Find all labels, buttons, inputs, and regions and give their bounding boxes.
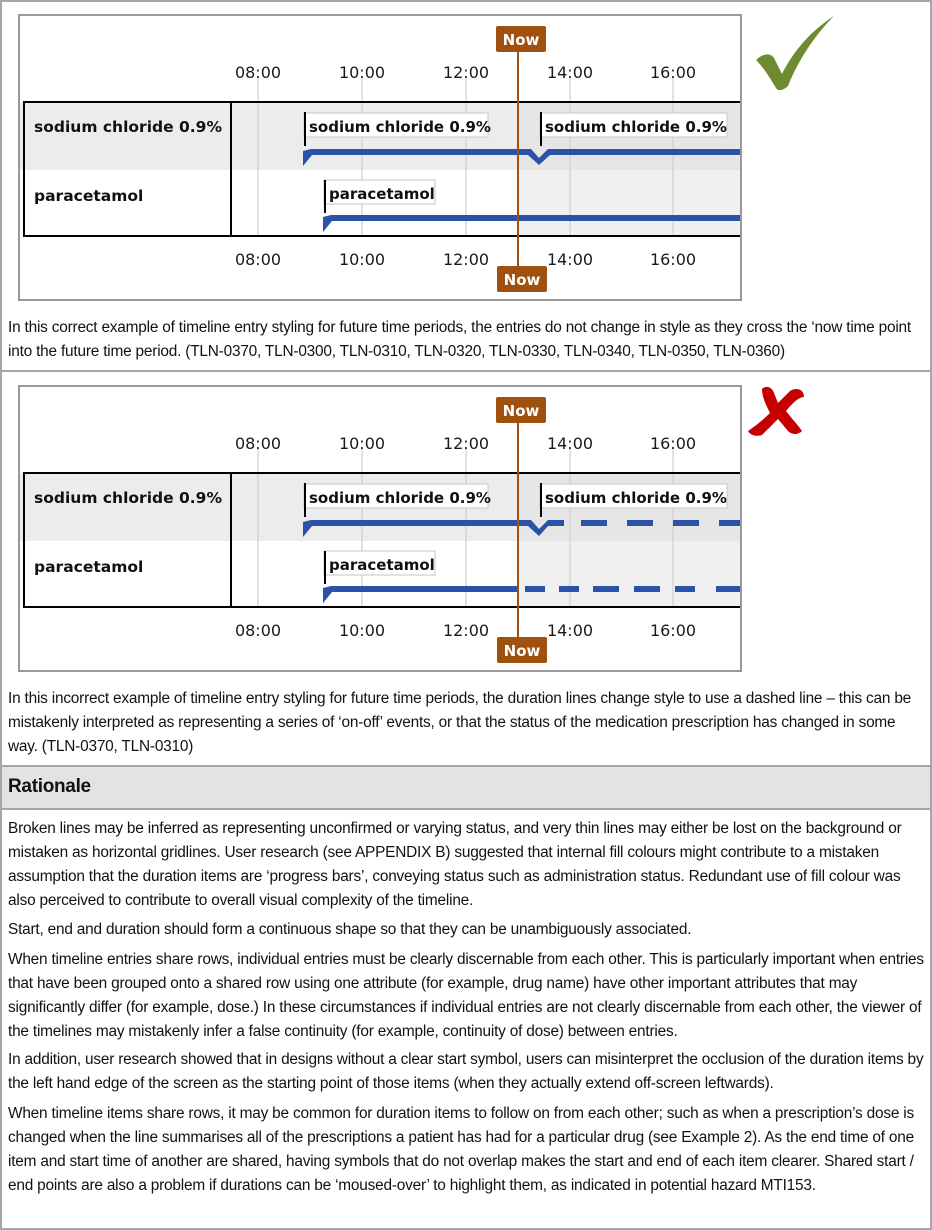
incorrect-example-caption: In this incorrect example of timeline entry styling for future time periods, the duration lines change style to use a dashed line – this can be mistakenly interpreted as representing a series of ‘on-off’ events, or that the status of the medication prescription has changed in some way. (TLN-0370, TLN-0310) — [8, 690, 912, 755]
entry-label: paracetamol — [329, 185, 435, 203]
section-divider — [0, 808, 932, 810]
correct-example-figure — [18, 14, 742, 301]
time-tick-bottom: 14:00 — [546, 621, 594, 640]
now-label-top: Now — [502, 31, 540, 49]
time-tick-bottom: 14:00 — [546, 250, 594, 269]
entry-label: sodium chloride 0.9% — [545, 118, 727, 136]
time-tick-bottom: 12:00 — [442, 250, 490, 269]
time-tick-top: 16:00 — [649, 434, 697, 453]
row-name-paracetamol: paracetamol — [34, 187, 144, 205]
time-tick-top: 16:00 — [649, 63, 697, 82]
time-tick-top: 10:00 — [338, 434, 386, 453]
entry-label: paracetamol — [329, 556, 435, 574]
cross-icon — [746, 383, 808, 439]
now-label-bottom: Now — [503, 642, 541, 660]
section-divider — [0, 370, 932, 372]
time-tick-bottom: 08:00 — [234, 621, 282, 640]
entry-label: sodium chloride 0.9% — [309, 489, 491, 507]
rationale-header — [2, 767, 930, 809]
row-name-sodium-chloride: sodium chloride 0.9% — [34, 118, 222, 136]
entry-label-box[interactable] — [324, 551, 435, 584]
time-tick-bottom: 10:00 — [338, 250, 386, 269]
entry-label: sodium chloride 0.9% — [309, 118, 491, 136]
rationale-paragraph: In addition, user research showed that in designs without a clear start symbol, users can misinterpret the occlusion of the duration items by the left hand edge of the screen as the starting point of those items (when they actually extend off-screen leftwards). — [8, 1051, 924, 1092]
rationale-paragraph: When timeline items share rows, it may be common for duration items to follow on from each other; such as when a prescription’s dose is changed when the line summarises all of the prescriptions a patient has had for a particular drug (see Example 2). As the end time of one item and start time of another are shared, having symbols that do not overlap makes the start and end of each item clearer. Shared start / end points are also a problem if durations can be ‘moused-over’ to highlight them, as indicated in potential hazard MTI153. — [8, 1105, 914, 1194]
time-tick-top: 08:00 — [234, 434, 282, 453]
timeline-chart-incorrect — [20, 387, 740, 670]
time-tick-top: 08:00 — [234, 63, 282, 82]
time-tick-top: 12:00 — [442, 63, 490, 82]
time-tick-top: 10:00 — [338, 63, 386, 82]
entry-label-box[interactable] — [324, 180, 435, 213]
time-tick-bottom: 08:00 — [234, 250, 282, 269]
time-tick-top: 12:00 — [442, 434, 490, 453]
check-icon — [752, 14, 836, 92]
rationale-paragraph: Start, end and duration should form a continuous shape so that they can be unambiguously associated. — [8, 921, 692, 938]
now-label-top: Now — [502, 402, 540, 420]
rationale-paragraph: Broken lines may be inferred as representing unconfirmed or varying status, and very thin lines may either be lost on the background or mistaken as horizontal gridlines. User research (see APPENDIX B) suggested that internal fill colours might contribute to a mistaken assumption that the duration items are ‘progress bars’, conveying status such as administration status. Redundant use of fill colour was also perceived to contribute to overall visual complexity of the timeline. — [8, 820, 902, 909]
time-tick-bottom: 12:00 — [442, 621, 490, 640]
time-tick-top: 14:00 — [546, 434, 594, 453]
time-tick-bottom: 16:00 — [649, 250, 697, 269]
time-tick-bottom: 16:00 — [649, 621, 697, 640]
row-name-sodium-chloride: sodium chloride 0.9% — [34, 489, 222, 507]
rationale-title: Rationale — [8, 776, 91, 797]
timeline-chart-correct — [20, 16, 740, 299]
time-tick-top: 14:00 — [546, 63, 594, 82]
now-label-bottom: Now — [503, 271, 541, 289]
entry-label: sodium chloride 0.9% — [545, 489, 727, 507]
time-tick-bottom: 10:00 — [338, 621, 386, 640]
incorrect-example-figure — [18, 385, 742, 672]
row-name-paracetamol: paracetamol — [34, 558, 144, 576]
rationale-paragraph: When timeline entries share rows, individual entries must be clearly discernable from each other. This is particularly important when entries that have been grouped onto a shared row using one attribute (for example, drug name) have other important attributes that may significantly differ (for example, dose.) In these circumstances if individual entries are not clearly discernable from each other, the viewer of the timelines may mistakenly infer a false continuity (for example, continuity of dose) between entries. — [8, 951, 924, 1040]
correct-example-caption: In this correct example of timeline entry styling for future time periods, the entries do not change in style as they cross the ‘now time point into the future time period. (TLN-0370, TLN-0300, TLN-0310, TLN-0320, TLN-0330, TLN-0340, TLN-0350, TLN-0360) — [8, 319, 911, 360]
